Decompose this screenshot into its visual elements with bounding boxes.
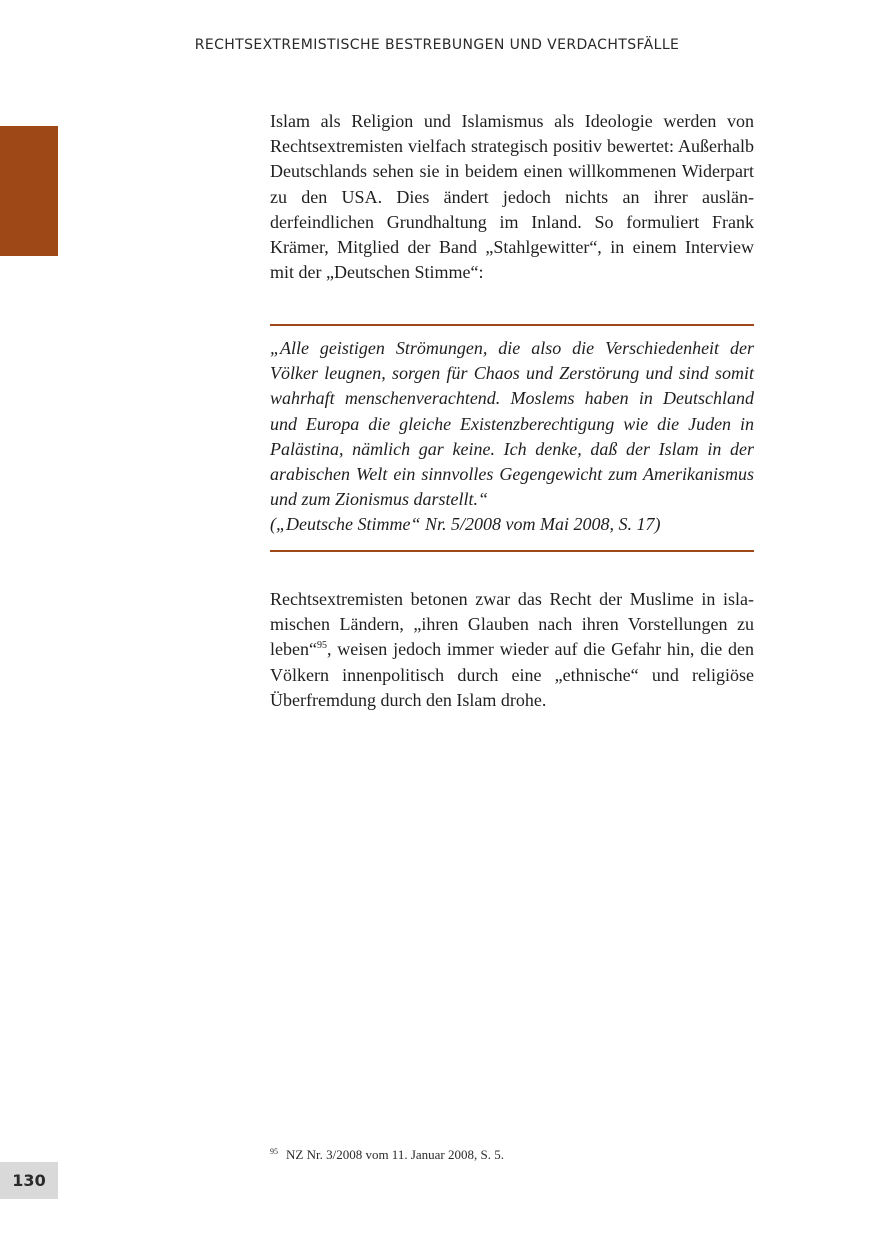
footnote-number: 95 [270,1147,278,1156]
footnote [270,1147,754,1163]
second-paragraph-text-end: , weisen jedoch immer wieder auf die Gefahr hin, die den Völkern innenpolitisch durch eine „ethnische“ und religiöse Überfremdung durch den Islam drohe. [270,639,754,710]
chapter-tab-marker [0,126,58,256]
quote-text: „Alle geistigen Strömungen, die also die Verschiedenheit der Völker leugnen, sorgen für Chaos und Zerstörung und sind somit wahrhaft menschenverachtend. Moslems haben in Deutschland und Europa die gleiche Existenzberechtigung wie die Juden in Palästina, nämlich gar keine. Ich denke, daß der Islam in der arabischen Welt ein sinnvolles Gegengewicht zum Amerikanismus und zum Zionismus darstellt.“ [270,338,754,510]
intro-paragraph: Islam als Religion und Islamismus als Ideologie werden von Rechtsextremisten vielfach strategisch positiv bewertet: Außerhalb Deutschlands sehen sie in beidem einen willkommenen Widerpart zu den USA. Dies ändert jedoch nichts an ihrer ausländerfeindlichen Grundhaltung im Inland. So formuliert Frank Krämer, Mitglied der Band „Stahlgewitter“, in einem Interview mit der „Deutschen Stimme“: [270,111,754,283]
second-paragraph-text-start: Rechtsextremisten betonen zwar das Recht der Muslime in islamischen Ländern, „ihren Glauben nach ihren Vorstellungen zu leben“ [270,589,754,660]
second-paragraph [270,587,754,713]
footnote-text: NZ Nr. 3/2008 vom 11. Januar 2008, S. 5. [286,1147,504,1162]
footnote-reference[interactable]: 95 [316,640,327,652]
quote-source: („Deutsche Stimme“ Nr. 5/2008 vom Mai 2008, S. 17) [270,514,661,535]
quote-block [270,324,754,552]
page-number: 130 [0,1162,58,1199]
running-header: RECHTSEXTREMISTISCHE BESTREBUNGEN UND VERDACHTSFÄLLE [194,37,680,53]
